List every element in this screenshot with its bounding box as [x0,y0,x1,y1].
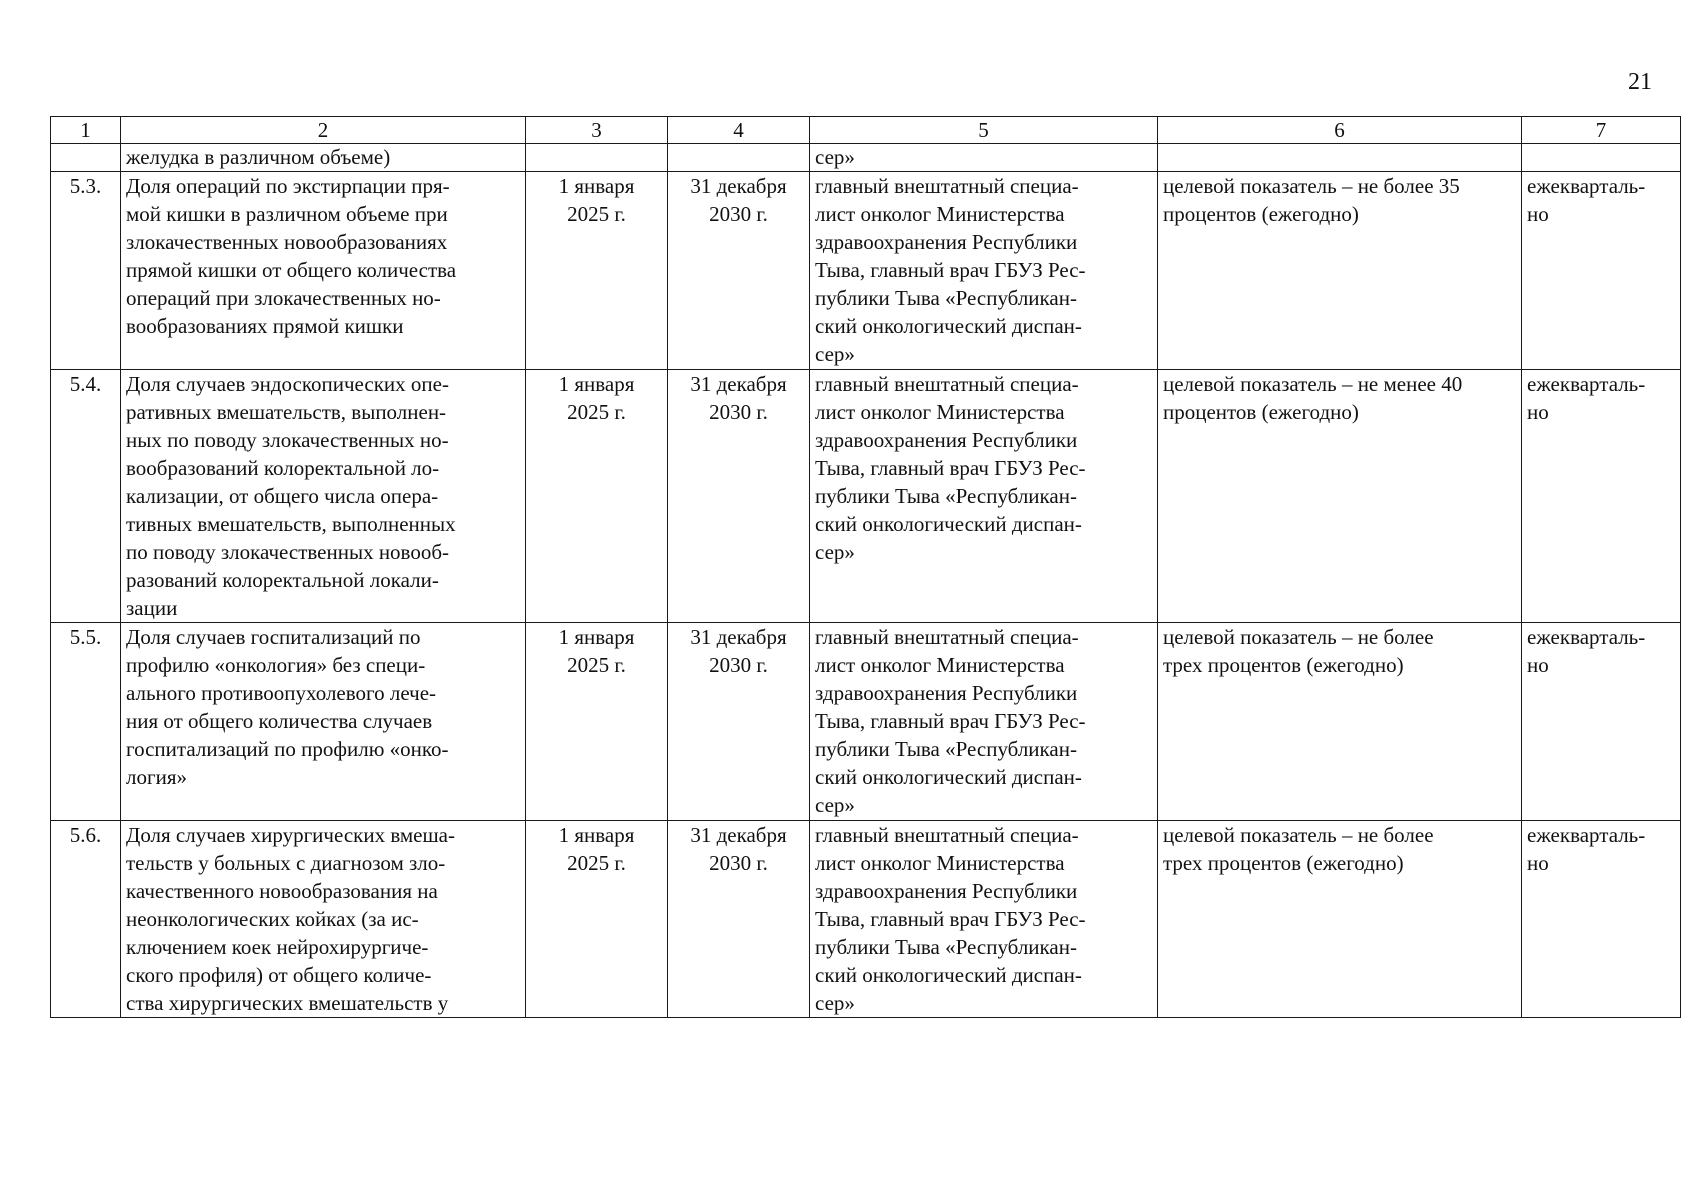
cell-text-line: ский онкологический диспан- [815,963,1082,987]
cell-text-line: Доля случаев эндоскопических опе- [126,372,449,396]
cell-number: 5.4. [51,370,121,623]
cell-responsible: сер» [810,144,1158,172]
cell-text-line: главный внештатный специа- [815,174,1079,198]
cell-text-line: операций при злокачественных но- [126,286,441,310]
cell-text-line: 31 декабря [690,625,787,649]
cell-number: 5.5. [51,623,121,821]
cell-text-line: злокачественных новообразованиях [126,230,448,254]
cell-text-line: 31 декабря [690,823,787,847]
cell-text-line: Доля случаев госпитализаций по [126,625,421,649]
cell-text-line: зации [126,596,178,620]
cell-text-line: 31 декабря [690,372,787,396]
cell-frequency [1522,172,1681,370]
cell-text-line: лист онколог Министерства [815,400,1065,424]
cell-text-line: лист онколог Министерства [815,851,1065,875]
cell-text-line: ключением коек нейрохирургиче- [126,935,429,959]
cell-text-line: ежекварталь- [1527,823,1646,847]
cell-start-date [526,370,668,623]
cell-number [51,144,121,172]
cell-responsible [810,172,1158,370]
cell-text-line: тельств у больных с диагнозом зло- [126,851,446,875]
cell-text-line: ежекварталь- [1527,372,1646,396]
cell-text-line: 2030 г. [709,202,768,226]
continuation-row [51,144,1681,172]
cell-text-line: тивных вмешательств, выполненных [126,512,456,536]
cell-text-line: трех процентов (ежегодно) [1163,851,1404,875]
column-header: 4 [668,117,810,144]
cell-text-line: ский онкологический диспан- [815,512,1082,536]
cell-text-line: главный внештатный специа- [815,625,1079,649]
cell-text-line: целевой показатель – не менее 40 [1163,372,1463,396]
cell-text-line: ального противоопухолевого лече- [126,681,437,705]
cell-text-line: вообразованиях прямой кишки [126,314,404,338]
cell-number: 5.3. [51,172,121,370]
cell-text-line: лист онколог Министерства [815,653,1065,677]
cell-start-date [526,821,668,1018]
cell-text-line: Тыва, главный врач ГБУЗ Рес- [815,709,1086,733]
cell-text-line: сер» [815,991,855,1015]
cell-text-line: Доля случаев хирургических вмеша- [126,823,455,847]
column-header: 3 [526,117,668,144]
cell-indicator [121,370,526,623]
cell-text-line: целевой показатель – не более [1163,823,1434,847]
cell-text-line: 2030 г. [709,400,768,424]
cell-result [1158,172,1522,370]
cell-text-line: 1 января [558,625,635,649]
cell-indicator [121,821,526,1018]
column-header: 2 [121,117,526,144]
cell-text-line: здравоохранения Республики [815,428,1078,452]
table-row [51,172,1681,370]
cell-text-line: лист онколог Министерства [815,202,1065,226]
measures-table [50,116,1681,1018]
cell-end-date [668,623,810,821]
cell-text-line: ративных вмешательств, выполнен- [126,400,447,424]
cell-result [1158,623,1522,821]
cell-text-line: 2025 г. [567,202,626,226]
cell-text-line: ский онкологический диспан- [815,314,1082,338]
cell-indicator [121,172,526,370]
cell-responsible [810,623,1158,821]
cell-text-line: 1 января [558,174,635,198]
cell-end-date [668,821,810,1018]
cell-text-line: мой кишки в различном объеме при [126,202,448,226]
cell-result [1158,370,1522,623]
cell-text-line: здравоохранения Республики [815,879,1078,903]
column-header: 5 [810,117,1158,144]
cell-text-line: целевой показатель – не более 35 [1163,174,1460,198]
cell-text-line: процентов (ежегодно) [1163,202,1359,226]
cell-text-line: 2025 г. [567,400,626,424]
cell-text-line: ежекварталь- [1527,174,1646,198]
cell-text-line: 1 января [558,823,635,847]
cell-indicator: желудка в различном объеме) [121,144,526,172]
cell-text-line: по поводу злокачественных новооб- [126,540,450,564]
cell-indicator [121,623,526,821]
cell-frequency [1522,144,1681,172]
cell-text-line: здравоохранения Республики [815,681,1078,705]
cell-text-line: Доля операций по экстирпации пря- [126,174,450,198]
cell-text-line: ежекварталь- [1527,625,1646,649]
cell-text-line: трех процентов (ежегодно) [1163,653,1404,677]
cell-text-line: неонкологических койках (за ис- [126,907,419,931]
table-row [51,821,1681,1018]
cell-text-line: качественного новообразования на [126,879,438,903]
cell-text-line: публики Тыва «Республикан- [815,737,1077,761]
cell-text-line: ский онкологический диспан- [815,765,1082,789]
cell-text-line: сер» [815,540,855,564]
cell-text-line: ных по поводу злокачественных но- [126,428,449,452]
cell-text-line: ского профиля) от общего количе- [126,963,432,987]
cell-text-line: Тыва, главный врач ГБУЗ Рес- [815,456,1086,480]
column-number-row [51,117,1681,144]
cell-text-line: процентов (ежегодно) [1163,400,1359,424]
cell-text-line: вообразований колоректальной ло- [126,456,440,480]
cell-text-line: 2030 г. [709,851,768,875]
cell-text-line: ния от общего количества случаев [126,709,433,733]
cell-number: 5.6. [51,821,121,1018]
cell-text-line: 2030 г. [709,653,768,677]
column-header: 6 [1158,117,1522,144]
cell-text-line: кализации, от общего числа опера- [126,484,439,508]
column-header: 1 [51,117,121,144]
cell-text-line: прямой кишки от общего количества [126,258,457,282]
cell-end-date [668,144,810,172]
cell-text-line: публики Тыва «Республикан- [815,286,1077,310]
cell-text-line: публики Тыва «Республикан- [815,484,1077,508]
cell-end-date [668,370,810,623]
cell-frequency [1522,623,1681,821]
cell-text-line: госпитализаций по профилю «онко- [126,737,449,761]
cell-text-line: главный внештатный специа- [815,372,1079,396]
cell-responsible [810,370,1158,623]
cell-frequency [1522,370,1681,623]
cell-text-line: Тыва, главный врач ГБУЗ Рес- [815,907,1086,931]
cell-text-line: публики Тыва «Республикан- [815,935,1077,959]
cell-text-line: но [1527,202,1549,226]
cell-result [1158,144,1522,172]
cell-text-line: 1 января [558,372,635,396]
cell-text-line: 2025 г. [567,851,626,875]
page-number: 21 [1628,69,1652,95]
column-header: 7 [1522,117,1681,144]
cell-frequency [1522,821,1681,1018]
cell-text-line: но [1527,851,1549,875]
cell-text-line: Тыва, главный врач ГБУЗ Рес- [815,258,1086,282]
cell-text-line: сер» [815,793,855,817]
table-row [51,370,1681,623]
cell-text-line: 31 декабря [690,174,787,198]
cell-text-line: здравоохранения Республики [815,230,1078,254]
cell-text-line: целевой показатель – не более [1163,625,1434,649]
cell-text-line: 2025 г. [567,653,626,677]
cell-start-date [526,144,668,172]
cell-responsible [810,821,1158,1018]
table-row [51,623,1681,821]
cell-result [1158,821,1522,1018]
cell-text-line: разований колоректальной локали- [126,568,439,592]
cell-end-date [668,172,810,370]
cell-text-line: но [1527,653,1549,677]
cell-text-line: но [1527,400,1549,424]
cell-text-line: профилю «онкология» без специ- [126,653,426,677]
cell-text-line: ства хирургических вмешательств у [126,991,449,1015]
cell-text-line: логия» [126,765,187,789]
cell-start-date [526,623,668,821]
cell-text-line: главный внештатный специа- [815,823,1079,847]
cell-text-line: сер» [815,342,855,366]
cell-start-date [526,172,668,370]
